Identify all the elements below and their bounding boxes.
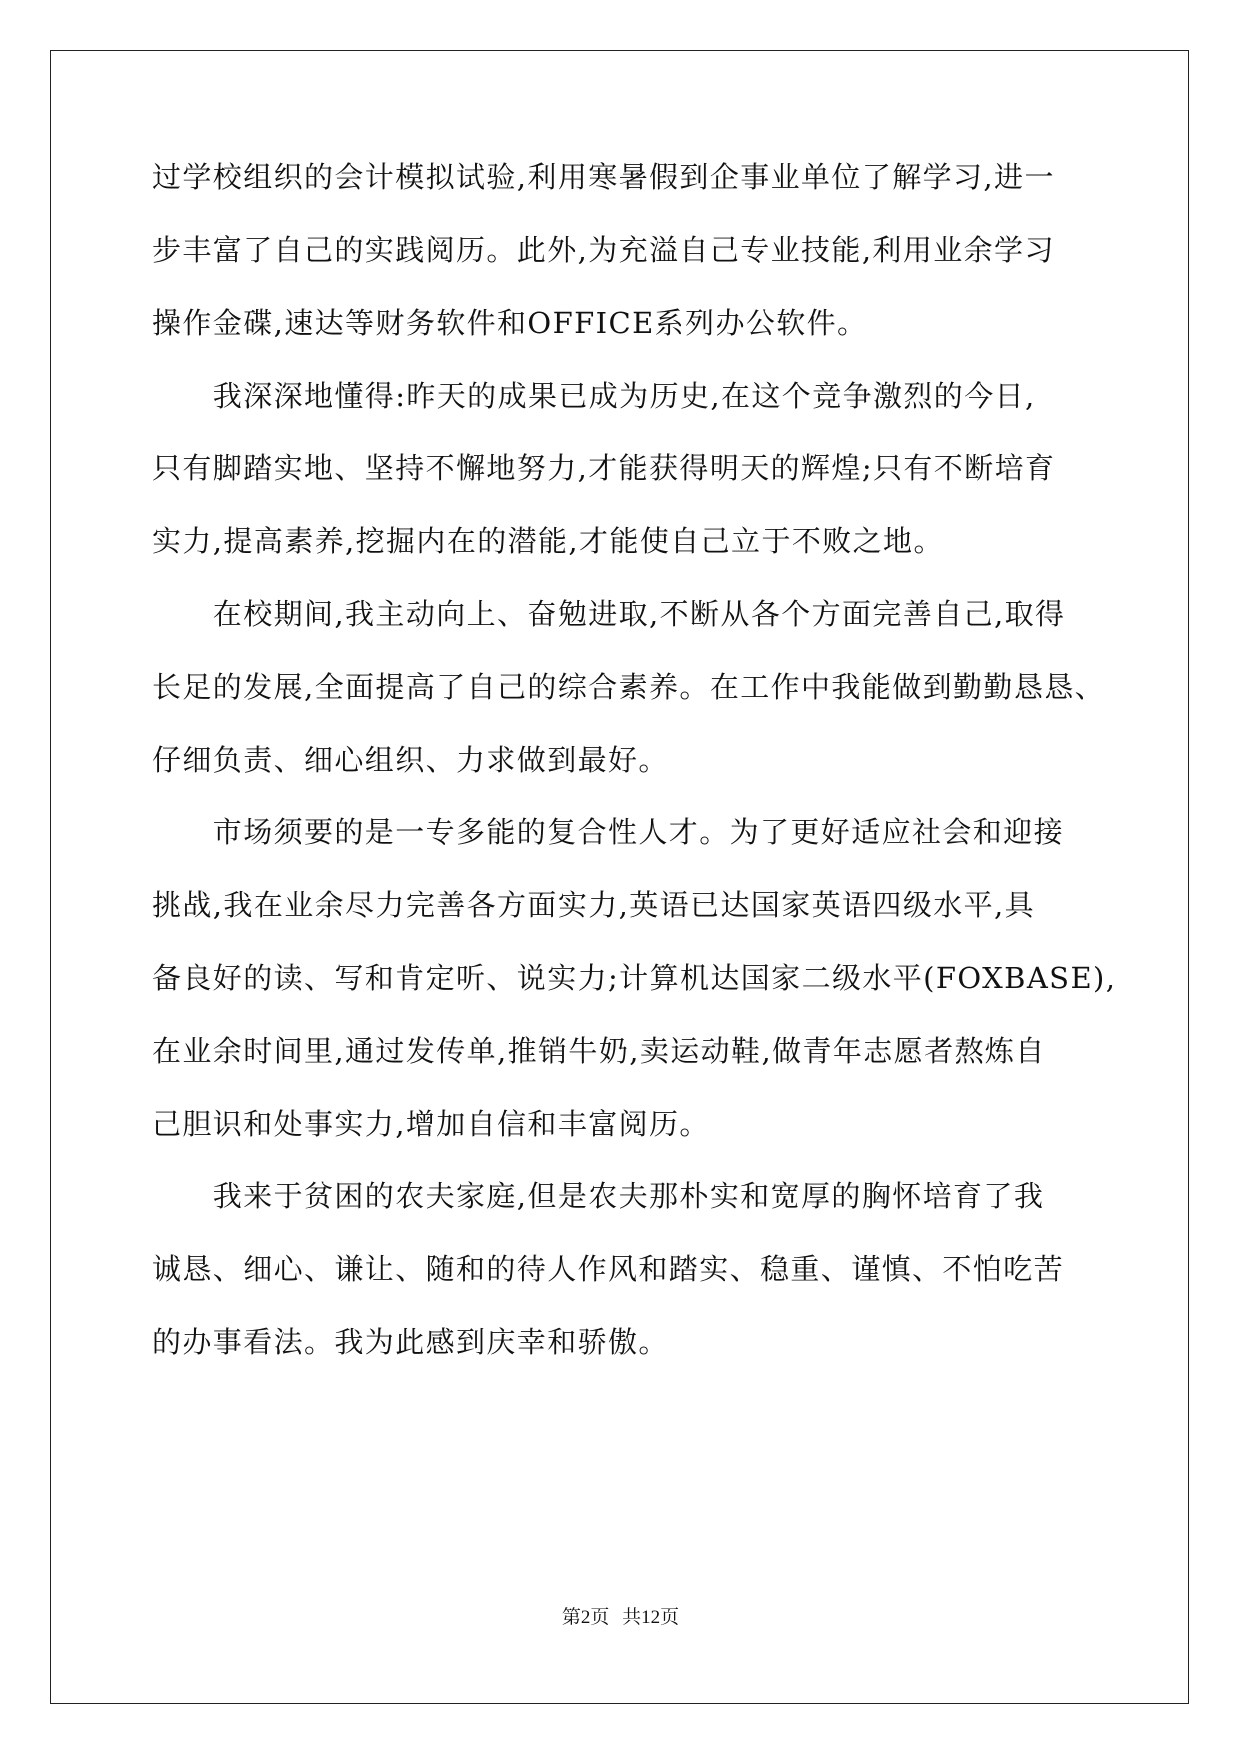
text-line: 备良好的读、写和肯定听、说实力;计算机达国家二级水平(FOXBASE), xyxy=(152,961,1117,995)
page-footer xyxy=(0,1602,1241,1629)
text-line: 过学校组织的会计模拟试验,利用寒暑假到企事业单位了解学习,进一 xyxy=(152,160,1055,194)
text-line: 市场须要的是一专多能的复合性人才。为了更好适应社会和迎接 xyxy=(152,815,1065,849)
text-line: 诚恳、细心、谦让、随和的待人作风和踏实、稳重、谨慎、不怕吃苦 xyxy=(152,1252,1065,1286)
text-line: 己胆识和处事实力,增加自信和丰富阅历。 xyxy=(152,1107,710,1141)
text-line: 长足的发展,全面提高了自己的综合素养。在工作中我能做到勤勤恳恳、 xyxy=(152,670,1106,704)
text-line: 在业余时间里,通过发传单,推销牛奶,卖运动鞋,做青年志愿者熬炼自 xyxy=(152,1034,1046,1068)
text-line: 步丰富了自己的实践阅历。此外,为充溢自己专业技能,利用业余学习 xyxy=(152,233,1055,267)
page-total: 共12页 xyxy=(622,1607,680,1628)
text-line: 仔细负责、细心组织、力求做到最好。 xyxy=(152,743,669,777)
text-line: 的办事看法。我为此感到庆幸和骄傲。 xyxy=(152,1325,669,1359)
page-border xyxy=(50,50,1189,1704)
text-line: 实力,提高素养,挖掘内在的潜能,才能使自己立于不败之地。 xyxy=(152,524,944,558)
text-line: 操作金碟,速达等财务软件和OFFICE系列办公软件。 xyxy=(152,306,868,340)
text-line: 挑战,我在业余尽力完善各方面实力,英语已达国家英语四级水平,具 xyxy=(152,888,1036,922)
page-number: 第2页 xyxy=(561,1607,610,1628)
text-line: 我深深地懂得:昨天的成果已成为历史,在这个竞争激烈的今日, xyxy=(152,379,1036,413)
text-line: 只有脚踏实地、坚持不懈地努力,才能获得明天的辉煌;只有不断培育 xyxy=(152,451,1056,485)
text-line: 在校期间,我主动向上、奋勉进取,不断从各个方面完善自己,取得 xyxy=(152,597,1066,631)
text-line: 我来于贫困的农夫家庭,但是农夫那朴实和宽厚的胸怀培育了我 xyxy=(152,1179,1045,1213)
